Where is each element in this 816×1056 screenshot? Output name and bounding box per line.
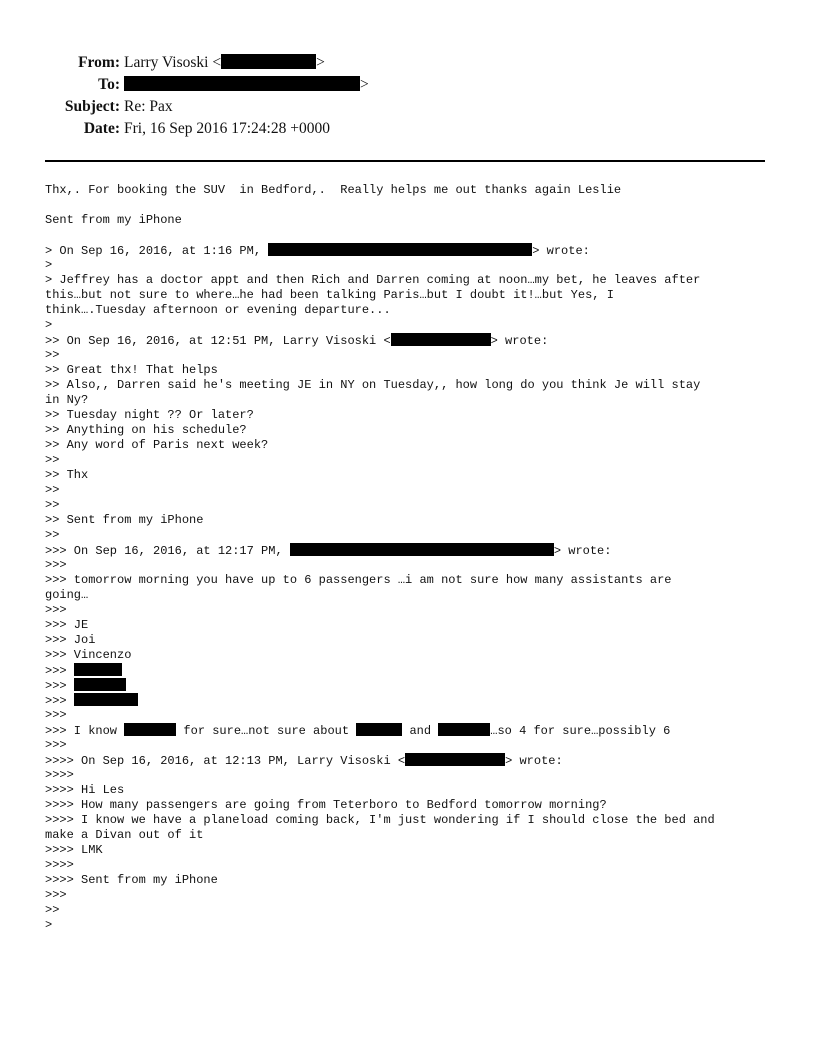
redaction-bar bbox=[221, 54, 316, 69]
body-line: >>>> LMK bbox=[45, 843, 103, 857]
body-line: >>>> bbox=[45, 768, 74, 782]
body-line: >>>> I know we have a planeload coming back, I'm just wondering if I should close the bed and bbox=[45, 813, 715, 827]
header-divider bbox=[45, 160, 765, 162]
redaction-bar bbox=[438, 723, 490, 736]
body-line: >>> bbox=[45, 708, 67, 722]
body-line: >> Sent from my iPhone bbox=[45, 513, 204, 527]
redaction-bar bbox=[74, 663, 122, 676]
email-header bbox=[40, 52, 780, 140]
body-line: >>> Vincenzo bbox=[45, 648, 132, 662]
body-line: >> bbox=[45, 348, 60, 362]
body-line: think….Tuesday afternoon or evening departure... bbox=[45, 303, 391, 317]
body-line: >>>> Hi Les bbox=[45, 783, 125, 797]
body-line: make a Divan out of it bbox=[45, 828, 204, 842]
body-line: >> bbox=[45, 498, 60, 512]
quote-header: > On Sep 16, 2016, at 1:16 PM, > wrote: bbox=[45, 244, 590, 258]
body-line: > bbox=[45, 258, 53, 272]
body-line: >>>> bbox=[45, 858, 74, 872]
body-line: >>> bbox=[45, 888, 67, 902]
quote-header: >>>> On Sep 16, 2016, at 12:13 PM, Larry Visoski < > wrote: bbox=[45, 754, 563, 768]
body-line: >>> bbox=[45, 738, 67, 752]
to-row: To: > bbox=[40, 74, 780, 96]
redaction-bar bbox=[124, 723, 176, 736]
body-line: >> Tuesday night ?? Or later? bbox=[45, 408, 254, 422]
to-label: To: bbox=[98, 76, 120, 93]
quote-header: >>> On Sep 16, 2016, at 12:17 PM, > wrote: bbox=[45, 544, 612, 558]
redaction-bar bbox=[74, 678, 126, 691]
subject-value: Re: Pax bbox=[124, 98, 173, 115]
body-line: Thx,. For booking the SUV in Bedford,. Really helps me out thanks again Leslie bbox=[45, 183, 622, 197]
subject-label: Subject: bbox=[64, 98, 120, 115]
body-line: >>> bbox=[45, 693, 775, 708]
quote-header: >> On Sep 16, 2016, at 12:51 PM, Larry Visoski < > wrote: bbox=[45, 334, 549, 348]
subject-row bbox=[40, 96, 780, 118]
from-label: From: bbox=[78, 54, 120, 71]
body-line: > bbox=[45, 918, 53, 932]
body-line: >> Also,, Darren said he's meeting JE in NY on Tuesday,, how long do you think Je will stay bbox=[45, 378, 701, 392]
body-line: going… bbox=[45, 588, 89, 602]
redaction-bar bbox=[405, 753, 505, 766]
blank-line bbox=[45, 198, 775, 213]
email-body bbox=[45, 183, 775, 933]
body-line: >> Any word of Paris next week? bbox=[45, 438, 269, 452]
body-line: >> bbox=[45, 528, 60, 542]
redaction-bar bbox=[124, 76, 360, 91]
redaction-bar bbox=[268, 243, 532, 256]
body-line: >> Anything on his schedule? bbox=[45, 423, 247, 437]
body-line: >> bbox=[45, 453, 60, 467]
body-line: >>> bbox=[45, 558, 67, 572]
date-row bbox=[40, 118, 780, 140]
body-line: >> Thx bbox=[45, 468, 89, 482]
date-label: Date: bbox=[83, 120, 120, 137]
body-line: >> bbox=[45, 903, 60, 917]
signature-line: Sent from my iPhone bbox=[45, 213, 182, 227]
redaction-bar bbox=[356, 723, 402, 736]
redaction-bar bbox=[290, 543, 554, 556]
body-line: >> bbox=[45, 483, 60, 497]
body-line: >>> bbox=[45, 663, 775, 678]
body-line: >>>> How many passengers are going from Teterboro to Bedford tomorrow morning? bbox=[45, 798, 607, 812]
body-line: >>>> Sent from my iPhone bbox=[45, 873, 218, 887]
body-line: >>> bbox=[45, 603, 67, 617]
body-line: > bbox=[45, 318, 53, 332]
body-line: >> Great thx! That helps bbox=[45, 363, 218, 377]
body-line: this…but not sure to where…he had been talking Paris…but I doubt it!…but Yes, I bbox=[45, 288, 614, 302]
body-line: >>> tomorrow morning you have up to 6 passengers …i am not sure how many assistants are bbox=[45, 573, 672, 587]
redaction-bar bbox=[391, 333, 491, 346]
body-line: in Ny? bbox=[45, 393, 89, 407]
body-line: >>> JE bbox=[45, 618, 89, 632]
from-row: From: Larry Visoski < > bbox=[40, 52, 780, 74]
date-value: Fri, 16 Sep 2016 17:24:28 +0000 bbox=[124, 120, 330, 137]
from-name: Larry Visoski < bbox=[124, 54, 222, 71]
blank-line bbox=[45, 228, 775, 243]
body-line: >>> Joi bbox=[45, 633, 96, 647]
body-line: > Jeffrey has a doctor appt and then Rich and Darren coming at noon…my bet, he leaves after bbox=[45, 273, 701, 287]
body-line: >>> I know for sure…not sure about and …so 4 for sure…possibly 6 bbox=[45, 724, 671, 738]
body-line: >>> bbox=[45, 678, 775, 693]
redaction-bar bbox=[74, 693, 138, 706]
